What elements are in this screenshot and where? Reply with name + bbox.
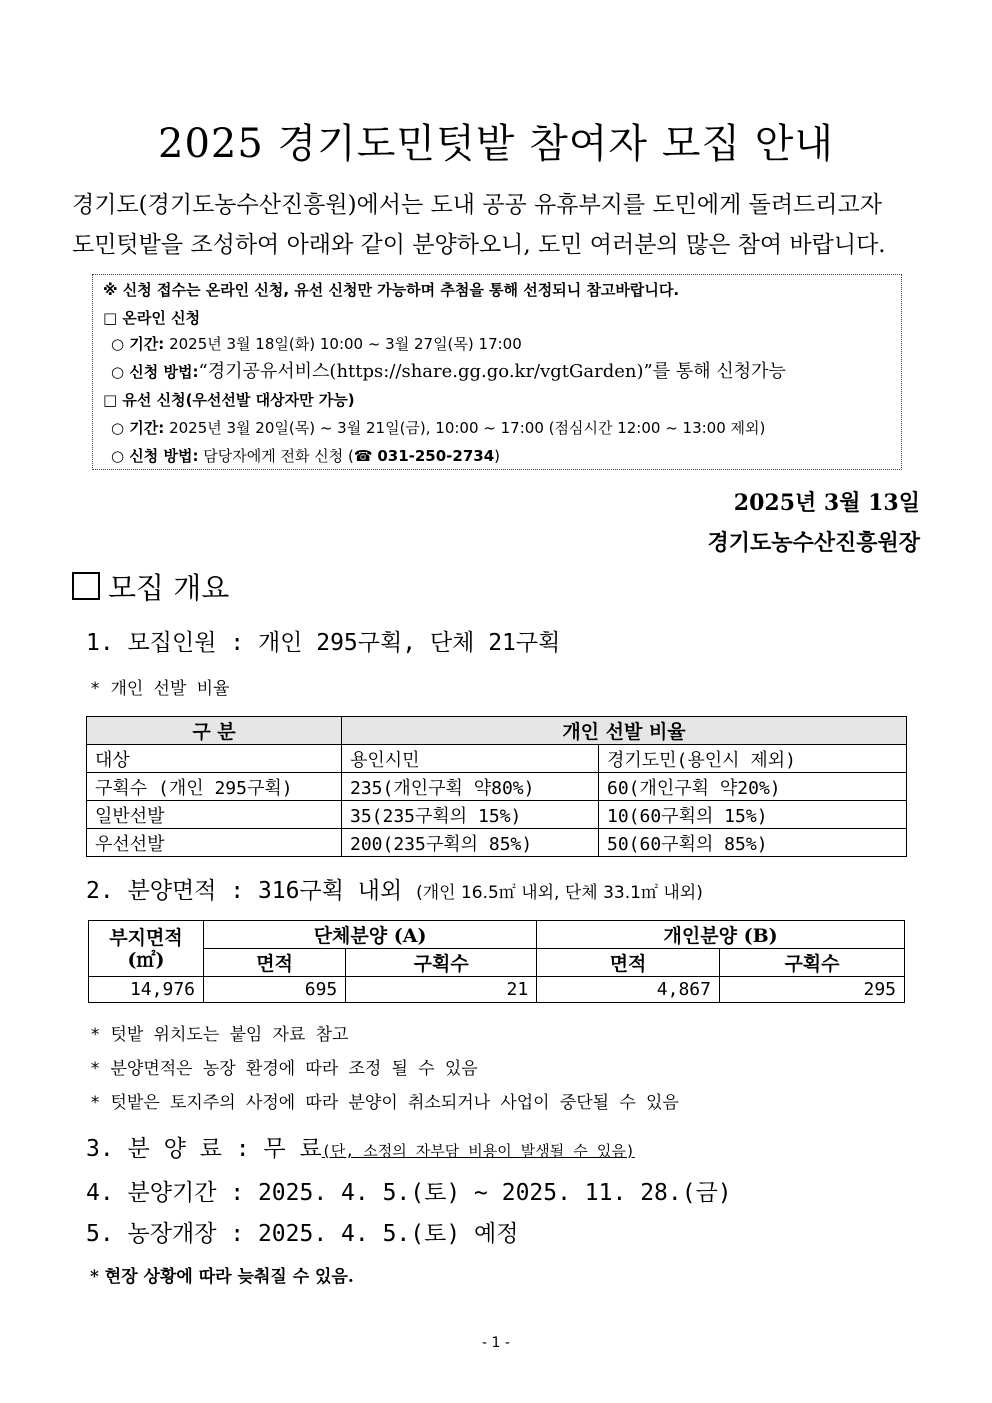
table-row [87, 745, 907, 773]
table-cell: 용인시민 [342, 745, 599, 773]
section-title [72, 566, 229, 607]
online-title: □ 온라인 신청 [103, 309, 201, 327]
area-table [88, 920, 905, 1003]
table-cell: 295 [719, 977, 904, 1003]
online-period-value: 2025년 3월 18일(화) 10:00 ~ 3월 27일(목) 17:00 [169, 335, 522, 353]
phone-number: 031-250-2734 [377, 447, 495, 465]
notice-box [92, 274, 902, 470]
phone-title: □ 유선 신청(우선선발 대상자만 가능) [103, 391, 355, 409]
intro-line-1: 경기도(경기도농수산진흥원)에서는 도내 공공 유휴부지를 도민에게 돌려드리고자 [72, 192, 882, 218]
table-header-row [89, 921, 905, 949]
table-cell: 200(235구획의 85%) [342, 829, 599, 857]
table-header-group: 단체분양 (A) [204, 921, 537, 949]
table-cell: 35(235구획의 15%) [342, 801, 599, 829]
phone-method-pre: 담당자에게 전화 신청 ( [203, 447, 354, 465]
phone-icon: ☎ [353, 447, 373, 465]
table-header-count: 구획수 [719, 949, 904, 977]
table-header-ratio: 개인 선발 비율 [342, 717, 907, 745]
phone-period-label: ○ 기간: [111, 419, 165, 437]
note-ratio: * 개인 선발 비율 [90, 679, 230, 699]
table-cell: 50(60구획의 85%) [599, 829, 907, 857]
note-1: * 텃밭 위치도는 붙임 자료 참고 [90, 1025, 349, 1045]
table-cell: 일반선발 [87, 801, 342, 829]
table-header-category: 구 분 [87, 717, 342, 745]
online-method-post: )”를 통해 신청가능 [636, 361, 786, 382]
intro-line-2: 도민텃밭을 조성하여 아래와 같이 분양하오니, 도민 여러분의 많은 참여 바랍니다. [72, 232, 886, 258]
table-header-count: 구획수 [346, 949, 537, 977]
phone-period [111, 417, 765, 438]
table-header-site [89, 921, 204, 977]
phone-period-value: 2025년 3월 20일(목) ~ 3월 21일(금), 10:00 ~ 17:00 (점심시간 12:00 ~ 13:00 제외) [169, 419, 766, 437]
selection-ratio-table [86, 716, 907, 857]
issue-date: 2025년 3월 13일 [733, 490, 920, 516]
table-subheader-row [89, 949, 905, 977]
online-period [111, 333, 522, 354]
item-4: 4. 분양기간 : 2025. 4. 5.(토) ~ 2025. 11. 28.(금) [86, 1180, 732, 1206]
online-method-label: ○ 신청 방법: [111, 363, 199, 381]
table-cell: 14,976 [89, 977, 204, 1003]
table-cell: 경기도민(용인시 제외) [599, 745, 907, 773]
notice-header: ※ 신청 접수는 온라인 신청, 유선 신청만 가능하며 추첨을 통해 선정되니 참고바랍니다. [103, 281, 680, 299]
online-method-url[interactable]: https://share.gg.go.kr/vgtGarden [336, 361, 637, 382]
online-method [111, 357, 786, 383]
item-2-text: 2. 분양면적 : 316구획 내외 [86, 878, 403, 904]
table-cell: 대상 [87, 745, 342, 773]
item-2 [86, 872, 703, 905]
table-cell: 4,867 [537, 977, 720, 1003]
table-row [87, 773, 907, 801]
table-row [87, 829, 907, 857]
online-period-label: ○ 기간: [111, 335, 165, 353]
table-cell: 우선선발 [87, 829, 342, 857]
table-cell: 60(개인구획 약20%) [599, 773, 907, 801]
page-number: - 1 - [482, 1335, 510, 1351]
site-area-unit: (㎡) [127, 948, 165, 971]
table-header-individual: 개인분양 (B) [537, 921, 905, 949]
online-method-pre: “경기공유서비스( [198, 361, 337, 382]
item-3 [86, 1130, 635, 1163]
item-1: 1. 모집인원 : 개인 295구획, 단체 21구획 [86, 630, 561, 656]
note-3: * 텃밭은 토지주의 사정에 따라 분양이 취소되거나 사업이 중단될 수 있음 [90, 1093, 679, 1113]
phone-method-label: ○ 신청 방법: [111, 447, 199, 465]
item-3-text: 3. 분 양 료 : 무 료 [86, 1136, 322, 1162]
table-header-row [87, 717, 907, 745]
item-5: 5. 농장개장 : 2025. 4. 5.(토) 예정 [86, 1221, 519, 1247]
checkbox-icon [72, 572, 100, 600]
table-header-area: 면적 [537, 949, 720, 977]
table-row [87, 801, 907, 829]
table-cell: 21 [346, 977, 537, 1003]
table-cell: 10(60구획의 15%) [599, 801, 907, 829]
phone-method [111, 445, 500, 466]
table-cell: 235(개인구획 약80%) [342, 773, 599, 801]
item-2-sub: (개인 16.5㎡ 내외, 단체 33.1㎡ 내외) [416, 883, 703, 903]
table-cell: 695 [204, 977, 346, 1003]
table-cell: 구획수 (개인 295구획) [87, 773, 342, 801]
page-title: 2025 경기도민텃밭 참여자 모집 안내 [158, 121, 834, 167]
note-2: * 분양면적은 농장 환경에 따라 조정 될 수 있음 [90, 1059, 478, 1079]
issuer: 경기도농수산진흥원장 [707, 530, 920, 556]
phone-method-post: ) [494, 447, 501, 465]
warning-note: * 현장 상황에 따라 늦춰질 수 있음. [90, 1267, 354, 1287]
item-3-sub: (단, 소정의 자부담 비용이 발생될 수 있음) [321, 1142, 635, 1160]
section-title-text: 모집 개요 [108, 571, 230, 605]
site-area-label: 부지면적 [109, 926, 183, 949]
table-row [89, 977, 905, 1003]
table-header-area: 면적 [204, 949, 346, 977]
